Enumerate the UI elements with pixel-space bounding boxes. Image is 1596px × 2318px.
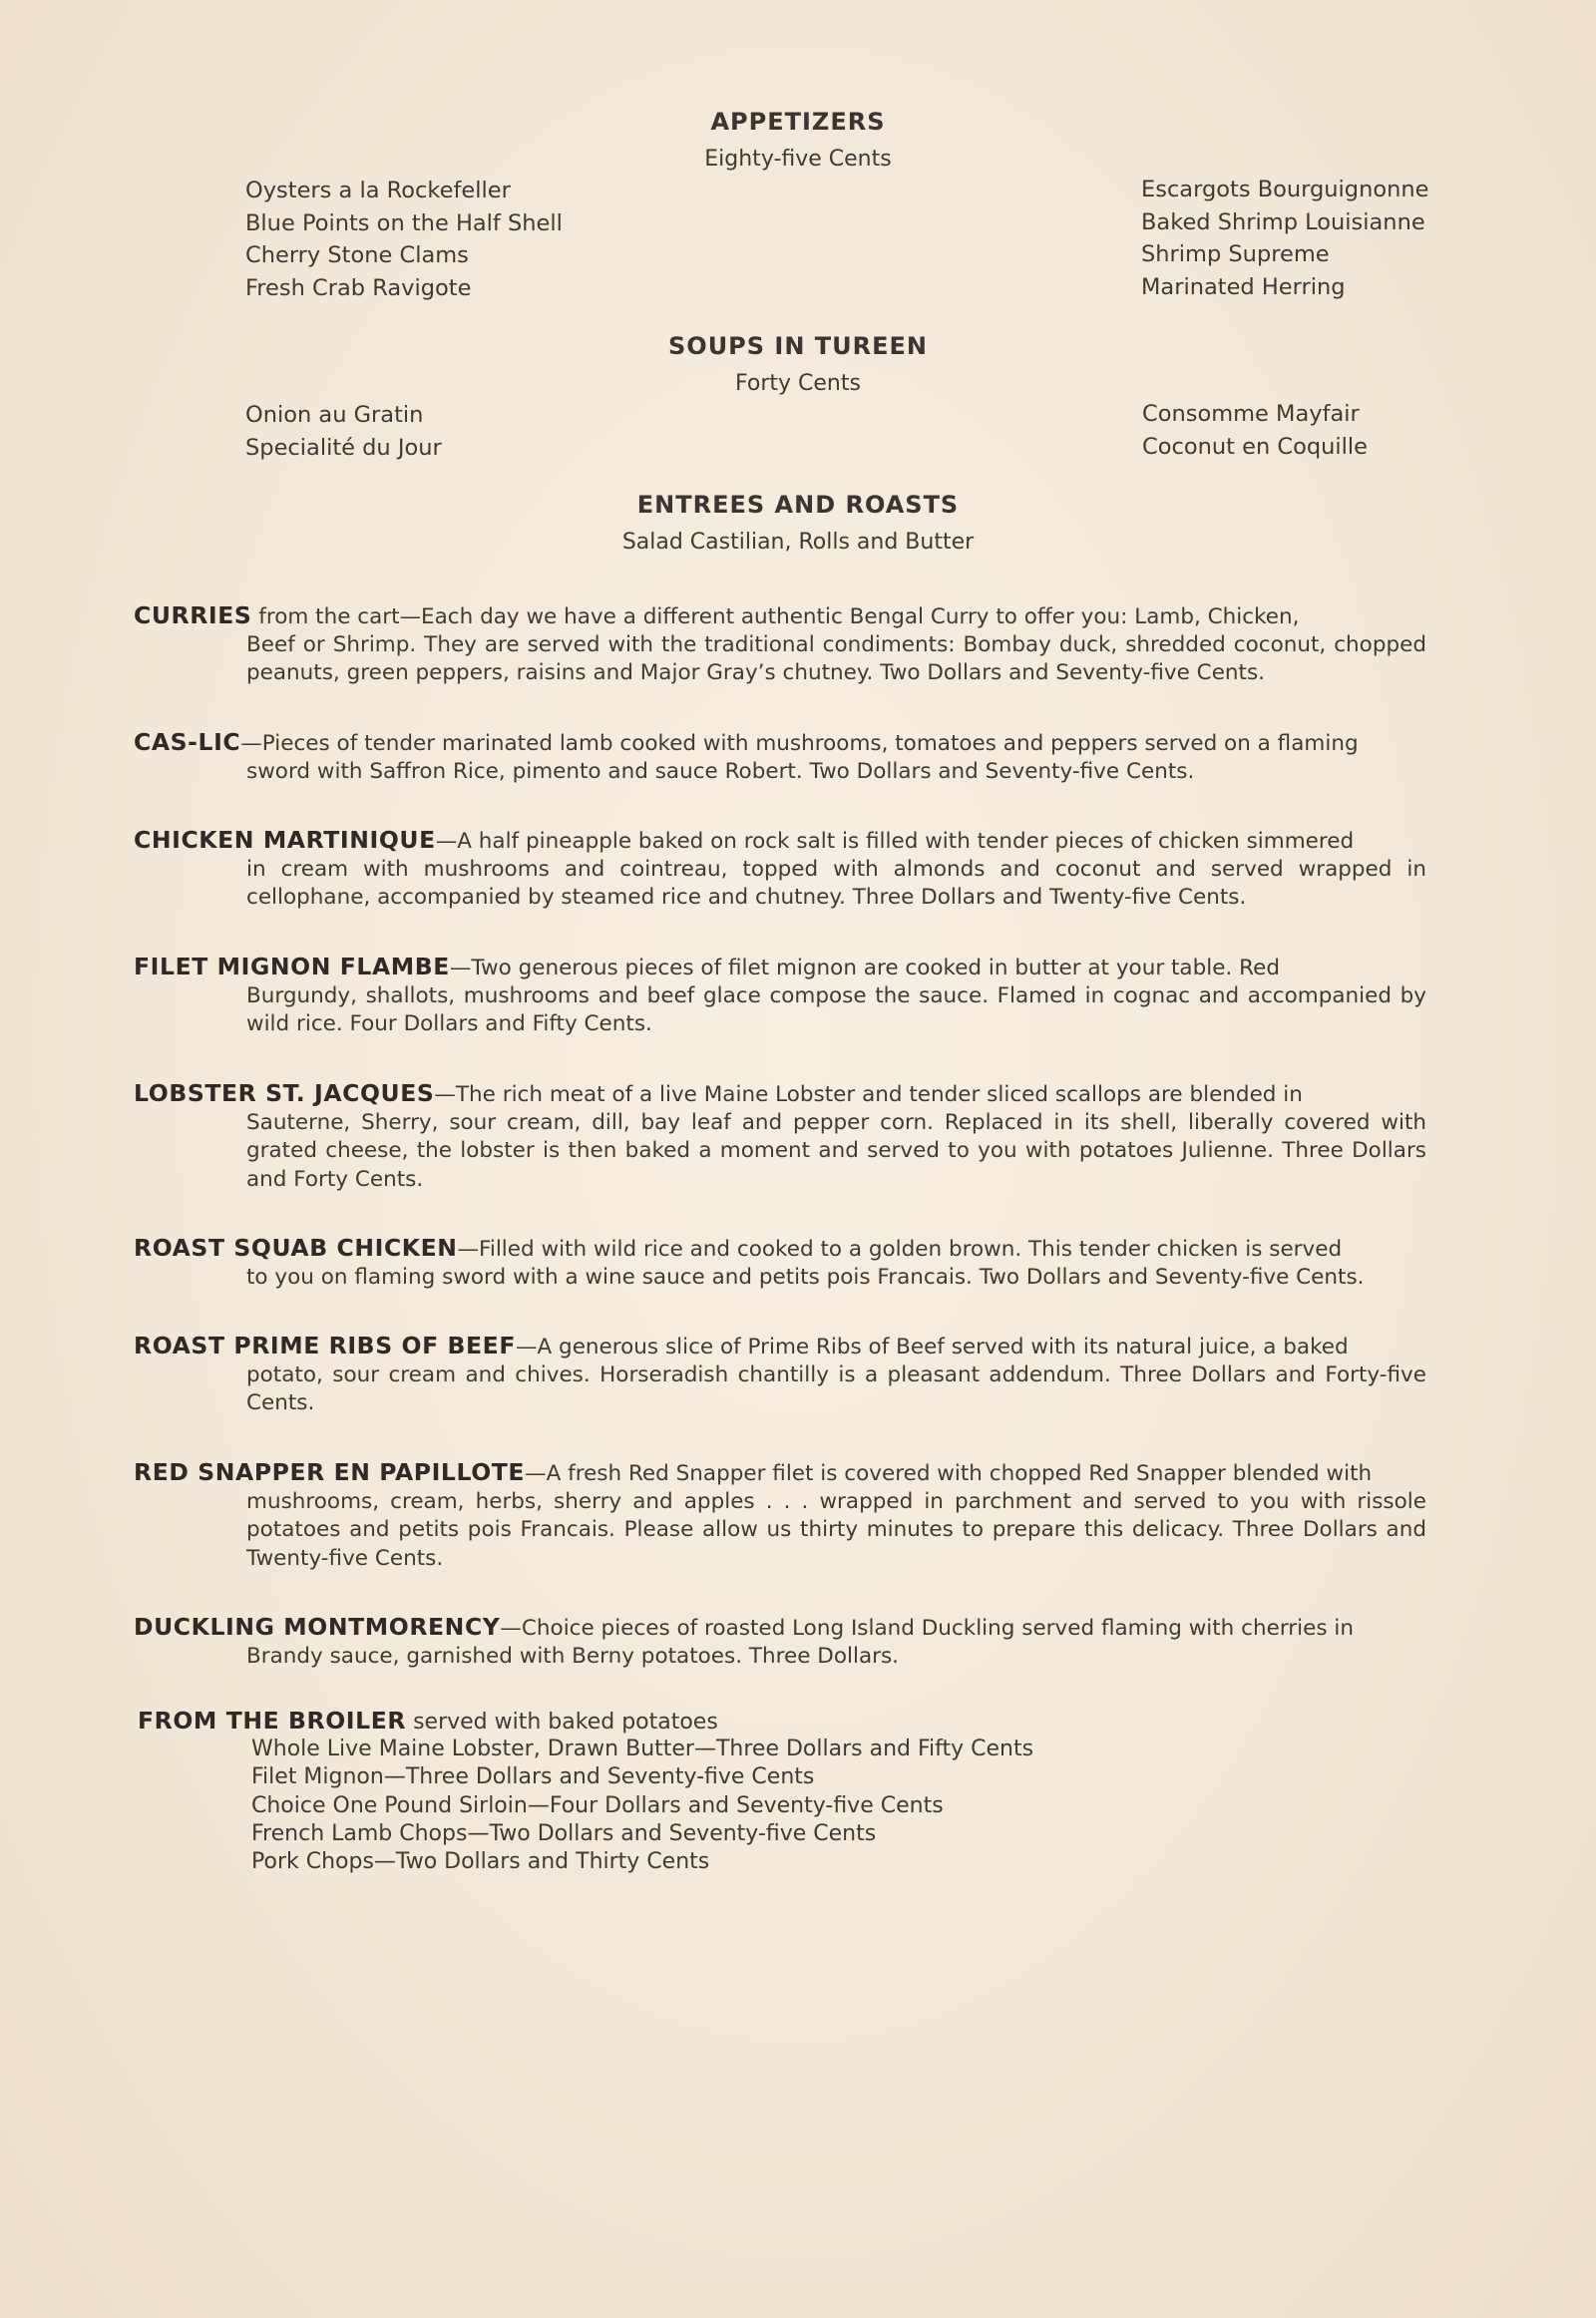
menu-item: Baked Shrimp Louisianne: [1141, 208, 1425, 235]
soups-price: Forty Cents: [735, 371, 861, 396]
menu-item: Escargots Bourguignonne: [1141, 177, 1429, 202]
entree-name: ROAST PRIME RIBS OF BEEF: [134, 1332, 516, 1359]
entree-name: LOBSTER ST. JACQUES: [134, 1079, 435, 1107]
menu-item: Coconut en Coquille: [1142, 433, 1368, 460]
entree-lobster-st-jacques: [134, 1079, 1426, 1194]
entree-curries: [134, 601, 1426, 688]
broiler-heading: [138, 1707, 718, 1737]
entree-roast-prime-ribs: [134, 1332, 1426, 1418]
menu-item: Specialité du Jour: [245, 434, 442, 461]
broiler-item: French Lamb Chops—Two Dollars and Seventy-five Cents: [251, 1820, 877, 1846]
menu-item: Blue Points on the Half Shell: [245, 209, 563, 236]
appetizers-left-list: [245, 175, 563, 304]
entree-description-cont: Brandy sauce, garnished with Berny potatoes. Three Dollars.: [246, 1644, 900, 1670]
entree-description: —The rich meat of a live Maine Lobster and tender sliced scallops are blended in: [434, 1082, 1303, 1107]
entree-description-cont: to you on flaming sword with a wine sauce and petits pois Francais. Two Dollars and Seventy-five Cents.: [246, 1265, 1365, 1291]
entree-description-cont: Beef or Shrimp. They are served with the traditional condiments: Bombay duck, shredded coconut, chopped peanuts, green peppers, raisins and Major Gray’s chutney. Two Dollars and Seventy-five Cents.: [246, 632, 1426, 686]
entree-description-cont: mushrooms, cream, herbs, sherry and apples . . . wrapped in parchment and served to you with rissole potatoes and petits pois Francais. Please allow us thirty minutes to prepare this delicacy. Three Dollars and Twenty-five Cents.: [246, 1489, 1426, 1571]
broiler-title: FROM THE BROILER: [138, 1707, 407, 1735]
entree-description-cont: in cream with mushrooms and cointreau, topped with almonds and coconut and served wrapped in cellophane, accompanied by steamed rice and chutney. Three Dollars and Twenty-five Cents.: [246, 857, 1426, 911]
menu-item: Cherry Stone Clams: [245, 242, 469, 268]
menu-item: Fresh Crab Ravigote: [245, 274, 472, 301]
entree-name: ROAST SQUAB CHICKEN: [134, 1234, 458, 1262]
entrees-title: ENTREES AND ROASTS: [636, 491, 960, 519]
entree-description: —Pieces of tender marinated lamb cooked with mushrooms, tomatoes and peppers served on a flaming: [240, 731, 1359, 756]
menu-item: Marinated Herring: [1141, 273, 1346, 300]
broiler-item: Filet Mignon—Three Dollars and Seventy-five Cents: [251, 1764, 815, 1790]
menu-item: Onion au Gratin: [245, 402, 424, 428]
entree-red-snapper: [134, 1458, 1426, 1573]
broiler-note: served with baked potatoes: [406, 1710, 718, 1735]
broiler-list: [251, 1736, 1033, 1876]
broiler-item: Pork Chops—Two Dollars and Thirty Cents: [251, 1849, 710, 1875]
appetizers-right-list: [1141, 174, 1428, 303]
soups-right-list: [1142, 398, 1368, 463]
menu-item: Shrimp Supreme: [1141, 241, 1330, 267]
entree-cas-lic: [134, 728, 1426, 786]
entree-description: —Filled with wild rice and cooked to a golden brown. This tender chicken is served: [457, 1237, 1343, 1262]
broiler-item: Choice One Pound Sirloin—Four Dollars and Seventy-five Cents: [251, 1792, 944, 1818]
entree-description: —Choice pieces of roasted Long Island Duckling served flaming with cherries in: [500, 1616, 1354, 1641]
entree-name: CHICKEN MARTINIQUE: [134, 826, 436, 854]
entree-name: CAS-LIC: [134, 728, 241, 756]
appetizers-price: Eighty-five Cents: [704, 147, 892, 172]
entree-description-cont: potato, sour cream and chives. Horseradish chantilly is a pleasant addendum. Three Dollars and Forty-five Cents.: [246, 1362, 1426, 1416]
entree-filet-mignon-flambe: [134, 953, 1426, 1039]
entree-name: CURRIES: [134, 601, 252, 629]
entree-name: DUCKLING MONTMORENCY: [134, 1613, 501, 1641]
menu-item: Oysters a la Rockefeller: [245, 178, 511, 203]
menu-item: Consomme Mayfair: [1142, 401, 1360, 427]
entree-name: RED SNAPPER EN PAPILLOTE: [134, 1458, 526, 1486]
entree-description-cont: sword with Saffron Rice, pimento and sauce Robert. Two Dollars and Seventy-five Cents.: [246, 759, 1195, 785]
entree-description-cont: Sauterne, Sherry, sour cream, dill, bay leaf and pepper corn. Replaced in its shell, liberally covered with grated cheese, the lobster is then baked a moment and served to you with potatoes Julienne. Three Dollars and Forty Cents.: [246, 1110, 1426, 1192]
entree-description: —A half pineapple baked on rock salt is filled with tender pieces of chicken simmered: [435, 829, 1355, 854]
soups-title: SOUPS IN TUREEN: [668, 332, 928, 360]
entree-description: —A fresh Red Snapper filet is covered with chopped Red Snapper blended with: [525, 1461, 1373, 1486]
entree-chicken-martinique: [134, 826, 1426, 913]
entree-name: FILET MIGNON FLAMBE: [134, 953, 450, 980]
entree-duckling-montmorency: [134, 1613, 1426, 1671]
soups-left-list: [245, 399, 442, 464]
appetizers-title: APPETIZERS: [710, 108, 886, 136]
broiler-item: Whole Live Maine Lobster, Drawn Butter—Three Dollars and Fifty Cents: [251, 1737, 1034, 1761]
entree-description: from the cart—Each day we have a different authentic Bengal Curry to offer you: Lamb, Chicken,: [251, 604, 1300, 629]
entree-roast-squab-chicken: [134, 1234, 1426, 1292]
entree-description-cont: Burgundy, shallots, mushrooms and beef glace compose the sauce. Flamed in cognac and accompanied by wild rice. Four Dollars and Fifty Cents.: [246, 983, 1426, 1037]
entrees-subtitle: Salad Castilian, Rolls and Butter: [621, 530, 975, 555]
entree-description: —A generous slice of Prime Ribs of Beef served with its natural juice, a baked: [516, 1335, 1349, 1359]
entree-description: —Two generous pieces of filet mignon are cooked in butter at your table. Red: [449, 956, 1280, 980]
